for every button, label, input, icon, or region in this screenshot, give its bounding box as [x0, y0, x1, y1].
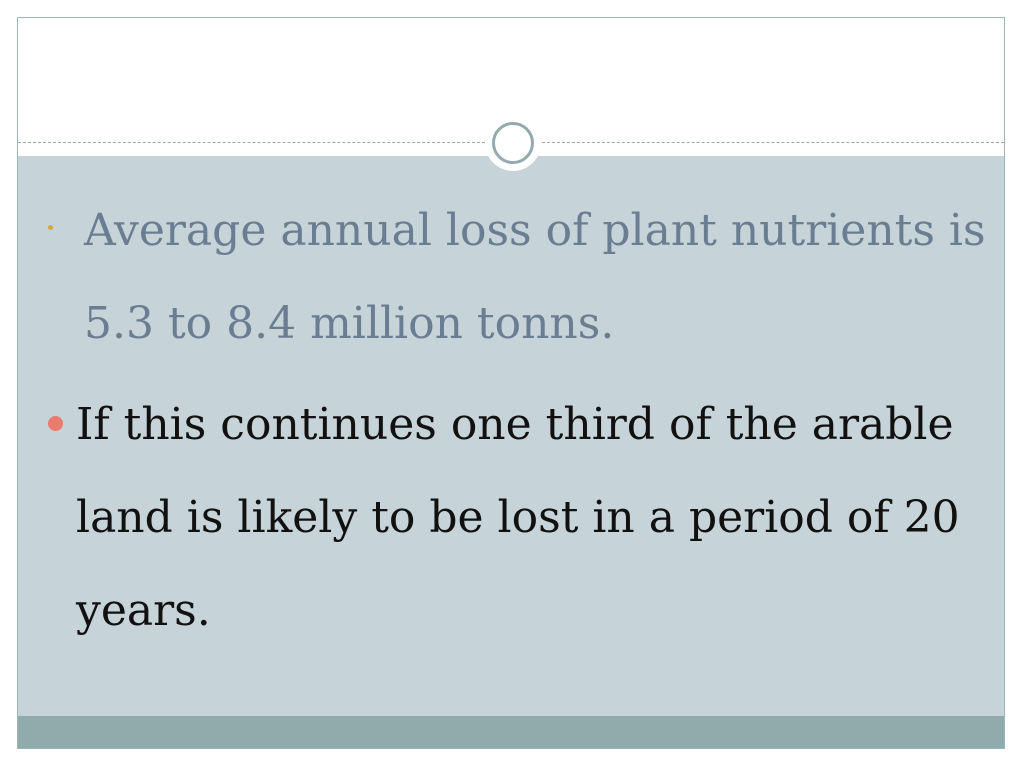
slide	[17, 17, 1005, 749]
bullet-item-arable-land	[42, 378, 992, 657]
bullet-dot-icon	[48, 416, 63, 431]
footer-band	[18, 716, 1004, 749]
ornament-ring	[492, 122, 534, 164]
bullet-item-nutrient-loss	[42, 184, 992, 370]
bullet-list	[42, 192, 992, 657]
circle-ornament-icon	[485, 115, 541, 171]
bullet-text: Average annual loss of plant nutrients is 5.3 to 8.4 million tonns.	[84, 205, 986, 349]
bullet-dot-icon	[48, 225, 53, 230]
bullet-text: If this continues one third of the arable land is likely to be lost in a period of 20 years.	[76, 399, 960, 636]
